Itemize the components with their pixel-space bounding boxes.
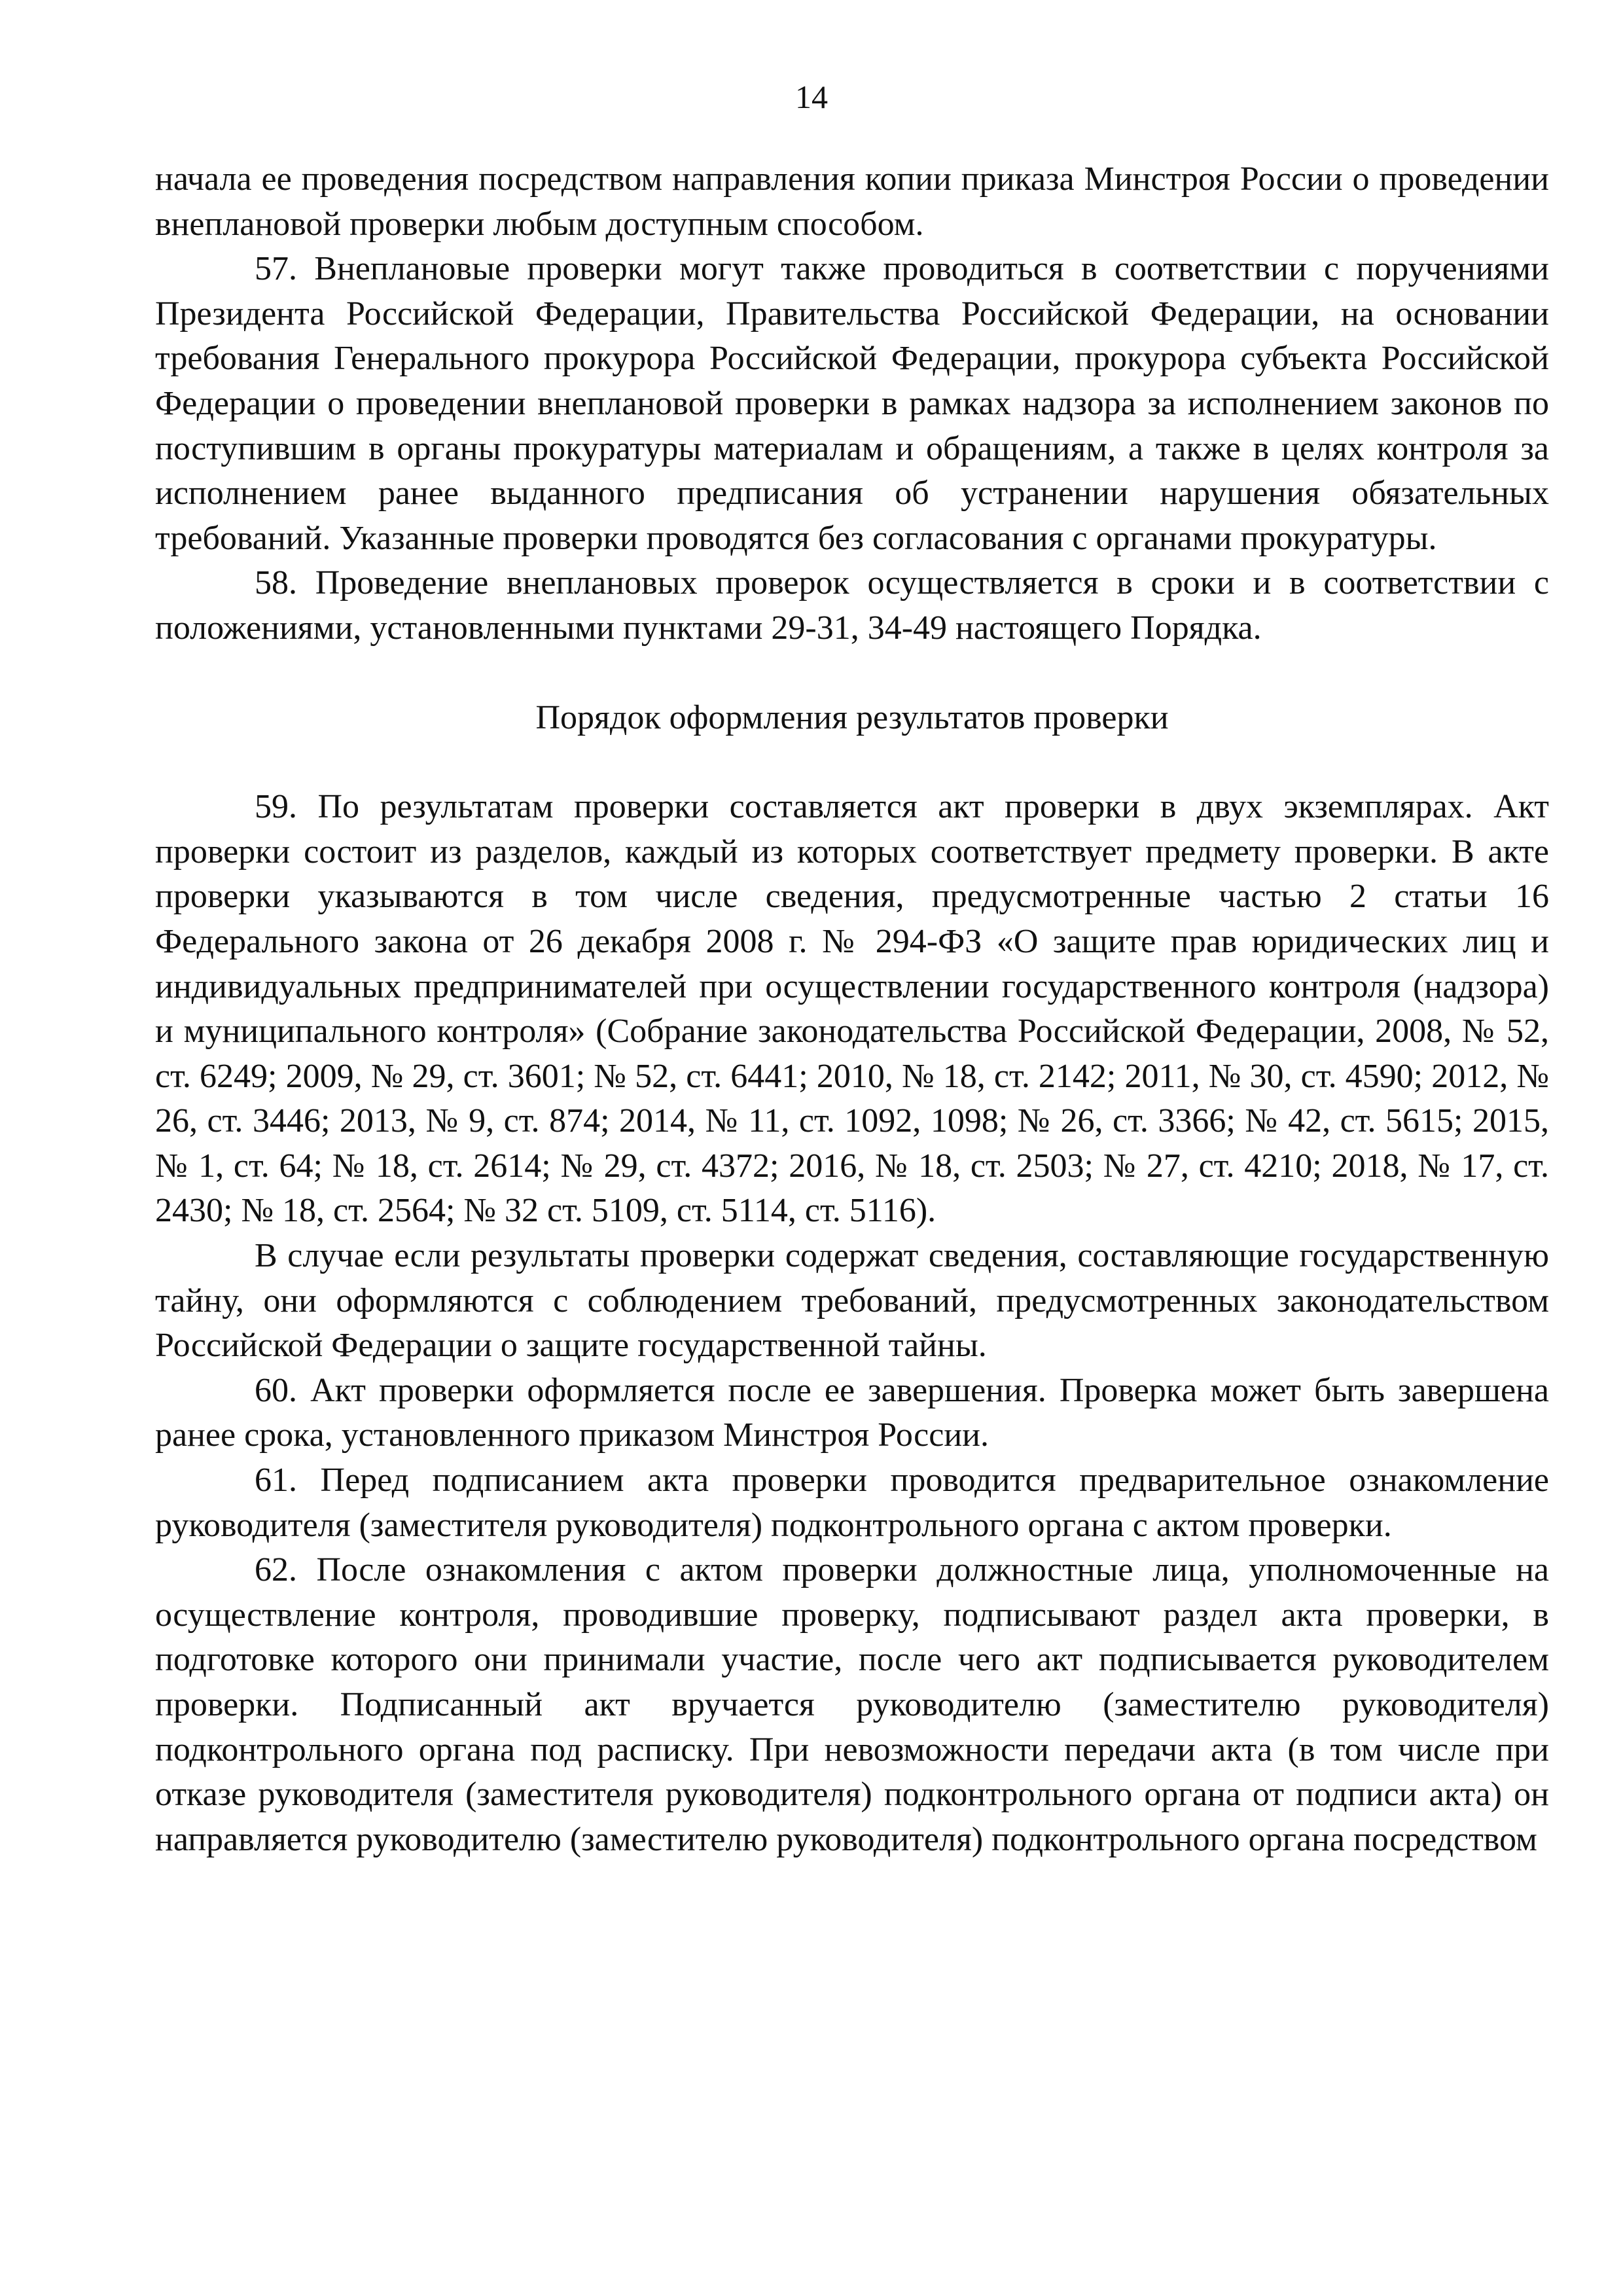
paragraph-59: 59. По результатам проверки составляется акт проверки в двух экземплярах. Акт проверки состоит из разделов, каждый из которых соответствует предмету проверки. В акте проверки указываются в том числе сведения, предусмотренные частью 2 статьи 16 Федерального закона от 26 декабря 2008 г. № 294-ФЗ «О защите прав юридических лиц и индивидуальных предпринимателей при осуществлении государственного контроля (надзора) и муниципального контроля» (Собрание законодательства Российской Федерации, 2008, № 52, ст. 6249; 2009, № 29, ст. 3601; № 52, ст. 6441; 2010, № 18, ст. 2142; 2011, № 30, ст. 4590; 2012, № 26, ст. 3446; 2013, № 9, ст. 874; 2014, № 11, ст. 1092, 1098; № 26, ст. 3366; № 42, ст. 5615; 2015, № 1, ст. 64; № 18, ст. 2614; № 29, ст. 4372; 2016, № 18, ст. 2503; № 27, ст. 4210; 2018, № 17, ст. 2430; № 18, ст. 2564; № 32 ст. 5109, ст. 5114, ст. 5116). [155, 788, 1549, 1230]
paragraph-62: 62. После ознакомления с актом проверки должностные лица, уполномоченные на осуществление контроля, проводившие проверку, подписывают раздел акта проверки, в подготовке которого они принимали участие, после чего акт подписывается руководителем проверки. Подписанный акт вручается руководителю (заместителю руководителя) подконтрольного органа под расписку. При невозможности передачи акта (в том числе при отказе руководителя (заместителя руководителя) подконтрольного органа от подписи акта) он направляется руководителю (заместителю руководителя) подконтрольного органа посредством [155, 1551, 1549, 1858]
paragraph-59-state-secret: В случае если результаты проверки содержат сведения, составляющие государственную тайну, они оформляются с соблюдением требований, предусмотренных законодательством Российской Федерации о защите государственной тайны. [155, 1237, 1549, 1365]
paragraph-57: 57. Внеплановые проверки могут также проводиться в соответствии с поручениями Президента Российской Федерации, Правительства Российской Федерации, на основании требования Генерального прокурора Российской Федерации, прокурора субъекта Российской Федерации о проведении внеплановой проверки в рамках надзора за исполнением законов по поступившим в органы прокуратуры материалам и обращениям, а также в целях контроля за исполнением ранее выданного предписания об устранении нарушения обязательных требований. Указанные проверки проводятся без согласования с органами прокуратуры. [155, 250, 1549, 557]
paragraph-continuation: начала ее проведения посредством направления копии приказа Минстроя России о проведении внеплановой проверки любым доступным способом. [155, 160, 1549, 243]
paragraph-61: 61. Перед подписанием акта проверки проводится предварительное ознакомление руководителя (заместителя руководителя) подконтрольного органа с актом проверки. [155, 1462, 1549, 1544]
paragraph-58: 58. Проведение внеплановых проверок осуществляется в сроки и в соответствии с положениями, установленными пунктами 29-31, 34-49 настоящего Порядка. [155, 564, 1549, 647]
section-heading: Порядок оформления результатов проверки [535, 698, 1169, 736]
page-number: 14 [795, 79, 828, 115]
document-body [155, 157, 1549, 1862]
paragraph-60: 60. Акт проверки оформляется после ее завершения. Проверка может быть завершена ранее срока, установленного приказом Минстроя России. [155, 1371, 1549, 1454]
